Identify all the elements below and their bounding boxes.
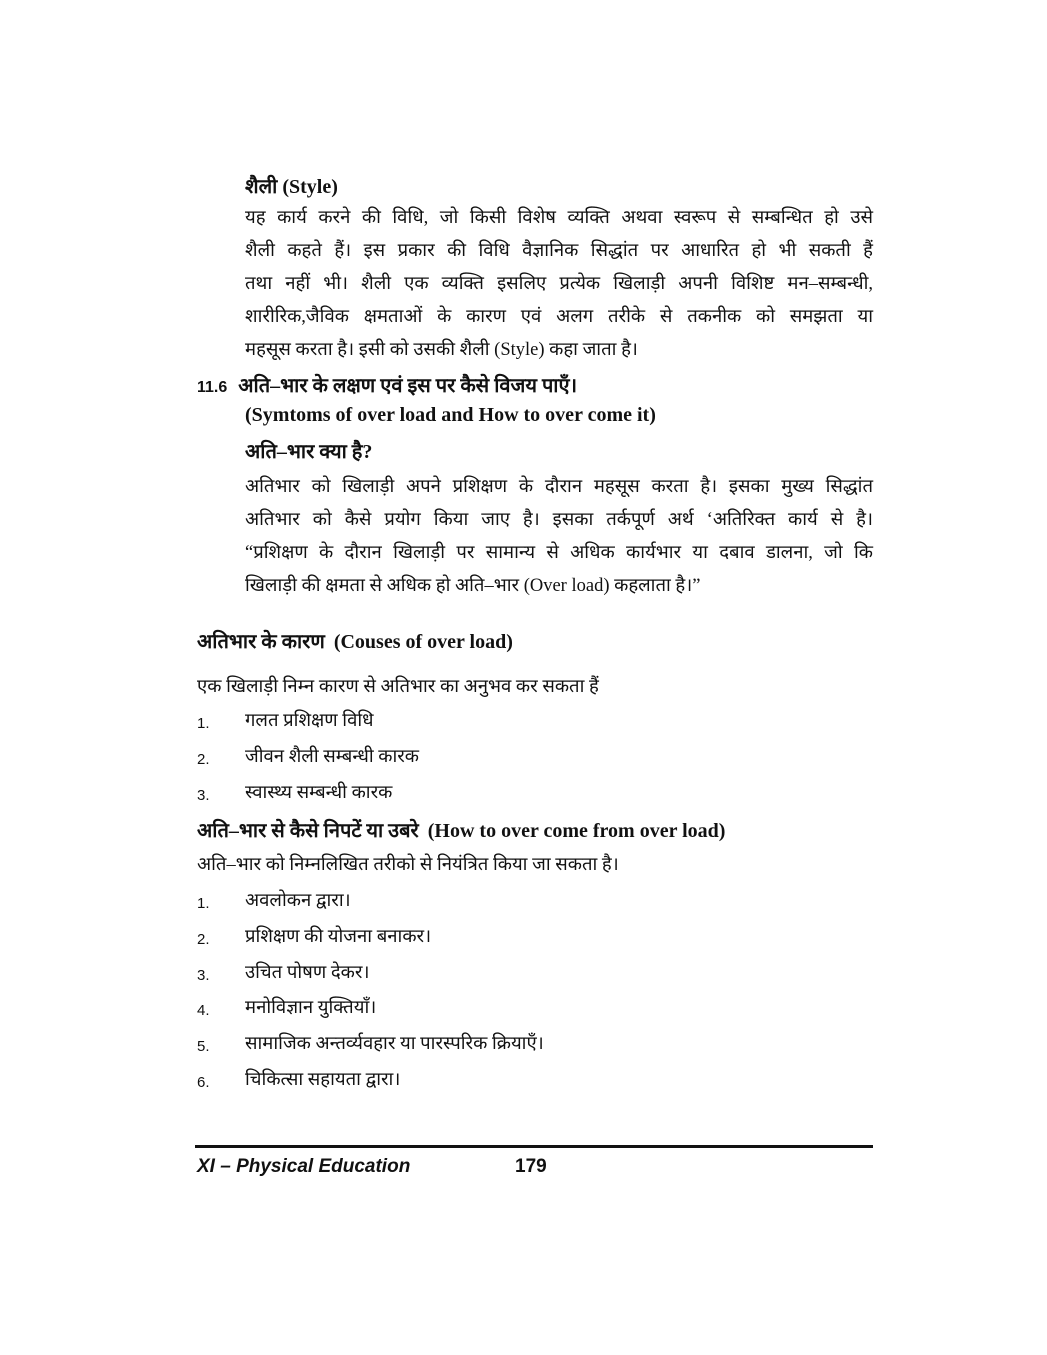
- list-text: जीवन शैली सम्बन्धी कारक: [245, 747, 420, 767]
- text-line: अतिभार को खिलाड़ी अपने प्रशिक्षण के दौरान महसूस करता है। इसका मुख्य सिद्धांत: [245, 477, 873, 497]
- section-title: अति–भार के लक्षण एवं इस पर कैसे विजय पाएँ।: [238, 375, 578, 397]
- list-number: 2.: [197, 751, 210, 768]
- list-number: 1.: [197, 895, 210, 912]
- list-number: 3.: [197, 966, 210, 984]
- footer-book-title: XI – Physical Education: [197, 1156, 411, 1177]
- list-number: 5.: [197, 1038, 210, 1056]
- text-line: शारीरिक,जैविक क्षमताओं के कारण एवं अलग तरीके से तकनीक को समझता या: [245, 307, 873, 327]
- list-text: चिकित्सा सहायता द्वारा।: [245, 1070, 401, 1090]
- list-text: उचित पोषण देकर।: [245, 962, 370, 983]
- list-number: 1.: [197, 715, 210, 732]
- text-line: तथा नहीं भी। शैली एक व्यक्ति इसलिए प्रत्येक खिलाड़ी अपनी विशिष्ट मन–सम्बन्धी,: [245, 274, 873, 294]
- list-number: 2.: [197, 930, 210, 948]
- list-text: गलत प्रशिक्षण विधि: [245, 711, 374, 731]
- text-line: खिलाड़ी की क्षमता से अधिक हो अति–भार (Over load) कहलाता है।”: [245, 576, 701, 596]
- list-text: मनोविज्ञान युक्तियाँ।: [245, 998, 377, 1019]
- overcome-heading: [197, 816, 725, 843]
- section-number: 11.6: [197, 379, 228, 396]
- style-heading: शैली (Style): [245, 176, 338, 198]
- section-subheading: अति–भार क्या है?: [245, 441, 373, 463]
- list-number: 4.: [197, 1002, 210, 1020]
- text-line: यह कार्य करने की विधि, जो किसी विशेष व्यक्ति अथवा स्वरूप से सम्बन्धित हो उसे: [245, 208, 873, 228]
- list-number: 6.: [197, 1074, 210, 1091]
- text-line: अतिभार को कैसे प्रयोग किया जाए है। इसका तर्कपूर्ण अर्थ ‘अतिरिक्त कार्य से है।: [245, 510, 873, 530]
- footer-rule: [195, 1145, 873, 1148]
- page-number: 179: [515, 1156, 547, 1177]
- overcome-title-en: (How to over come from over load): [427, 820, 726, 842]
- section-heading: [197, 371, 577, 398]
- list-text: सामाजिक अन्तर्व्यवहार या पारस्परिक क्रियाएँ।: [245, 1034, 544, 1055]
- list-text: अवलोकन द्वारा।: [245, 891, 351, 911]
- list-text: स्वास्थ्य सम्बन्धी कारक: [245, 783, 393, 803]
- text-line: “प्रशिक्षण के दौरान खिलाड़ी पर सामान्य से अधिक कार्यभार या दबाव डालना, जो कि: [245, 543, 873, 563]
- causes-intro: एक खिलाड़ी निम्न कारण से अतिभार का अनुभव कर सकता हैं: [197, 677, 599, 697]
- section-english-title: (Symtoms of over load and How to over come it): [245, 404, 656, 426]
- text-line: शैली कहते हैं। इस प्रकार की विधि वैज्ञानिक सिद्धांत पर आधारित हो भी सकती हैं: [245, 241, 873, 261]
- overload-paragraph: [245, 471, 873, 603]
- style-paragraph: [245, 202, 873, 367]
- text-line: महसूस करता है। इसी को उसकी शैली (Style) कहा जाता है।: [245, 340, 638, 360]
- causes-title: अतिभार के कारण: [197, 631, 325, 653]
- list-text: प्रशिक्षण की योजना बनाकर।: [245, 926, 432, 947]
- causes-title-en: (Couses of over load): [333, 631, 513, 653]
- list-number: 3.: [197, 787, 210, 804]
- overcome-intro: अति–भार को निम्नलिखित तरीको से नियंत्रित किया जा सकता है।: [197, 855, 619, 875]
- overcome-title: अति–भार से कैसे निपटें या उबरे: [197, 820, 419, 842]
- causes-heading: [197, 627, 513, 654]
